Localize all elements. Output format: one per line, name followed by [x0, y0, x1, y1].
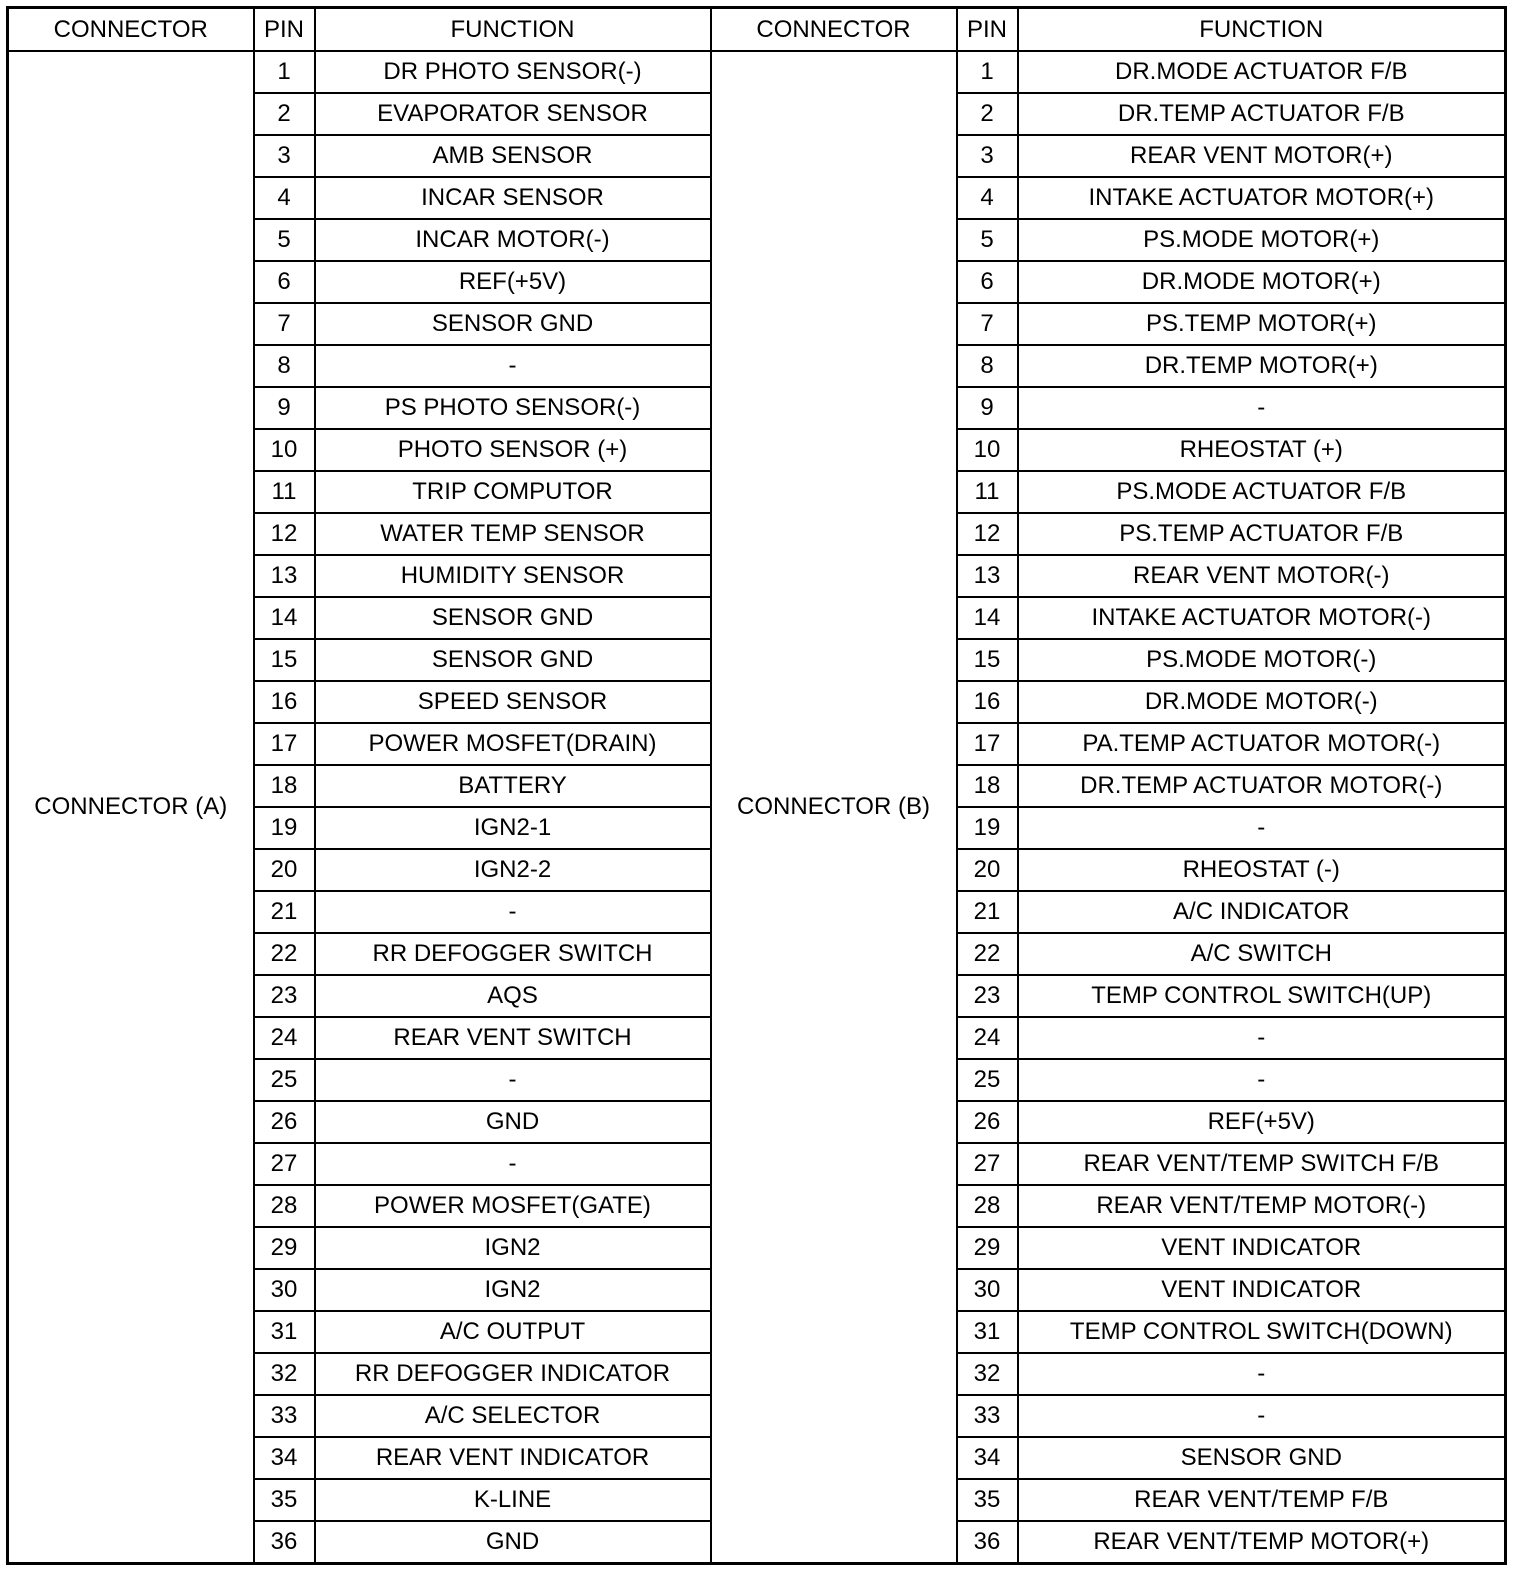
connector-a-pin-function: INCAR SENSOR [315, 177, 711, 219]
connector-a-pin-function: BATTERY [315, 765, 711, 807]
connector-a-pin-number: 17 [254, 723, 315, 765]
header-pin-b: PIN [957, 8, 1018, 52]
connector-b-pin-function: - [1018, 387, 1506, 429]
connector-a-pin-function: IGN2-2 [315, 849, 711, 891]
connector-b-pin-number: 3 [957, 135, 1018, 177]
connector-b-pin-function: DR.TEMP MOTOR(+) [1018, 345, 1506, 387]
connector-b-pin-number: 25 [957, 1059, 1018, 1101]
connector-b-pin-function: DR.MODE MOTOR(+) [1018, 261, 1506, 303]
connector-b-pin-function: INTAKE ACTUATOR MOTOR(-) [1018, 597, 1506, 639]
connector-b-pin-function: RHEOSTAT (+) [1018, 429, 1506, 471]
header-row [8, 8, 1506, 52]
connector-b-pin-function: REAR VENT/TEMP MOTOR(+) [1018, 1521, 1506, 1564]
connector-a-pin-number: 28 [254, 1185, 315, 1227]
connector-b-pin-number: 8 [957, 345, 1018, 387]
connector-b-label: CONNECTOR (B) [711, 51, 957, 1564]
connector-a-pin-function: SENSOR GND [315, 639, 711, 681]
connector-a-pin-function: HUMIDITY SENSOR [315, 555, 711, 597]
connector-b-pin-function: PS.MODE MOTOR(-) [1018, 639, 1506, 681]
connector-a-pin-number: 18 [254, 765, 315, 807]
connector-b-pin-function: - [1018, 1059, 1506, 1101]
connector-b-pin-function: REF(+5V) [1018, 1101, 1506, 1143]
connector-a-pin-function: A/C OUTPUT [315, 1311, 711, 1353]
connector-b-pin-function: INTAKE ACTUATOR MOTOR(+) [1018, 177, 1506, 219]
connector-b-pin-function: A/C SWITCH [1018, 933, 1506, 975]
header-function-a: FUNCTION [315, 8, 711, 52]
connector-a-pin-function: GND [315, 1101, 711, 1143]
pin-rows [8, 51, 1506, 1564]
connector-pinout-table [6, 6, 1507, 1565]
connector-b-pin-function: REAR VENT/TEMP SWITCH F/B [1018, 1143, 1506, 1185]
connector-b-pin-number: 24 [957, 1017, 1018, 1059]
connector-a-pin-number: 9 [254, 387, 315, 429]
connector-a-pin-function: PHOTO SENSOR (+) [315, 429, 711, 471]
connector-a-pin-function: POWER MOSFET(DRAIN) [315, 723, 711, 765]
connector-a-pin-number: 21 [254, 891, 315, 933]
connector-a-pin-number: 8 [254, 345, 315, 387]
connector-b-pin-number: 34 [957, 1437, 1018, 1479]
connector-a-pin-number: 36 [254, 1521, 315, 1564]
connector-a-pin-function: PS PHOTO SENSOR(-) [315, 387, 711, 429]
connector-b-pin-function: - [1018, 1017, 1506, 1059]
connector-b-pin-function: DR.MODE ACTUATOR F/B [1018, 51, 1506, 93]
connector-b-pin-function: - [1018, 807, 1506, 849]
connector-b-pin-number: 14 [957, 597, 1018, 639]
connector-b-pin-function: - [1018, 1395, 1506, 1437]
connector-b-pin-function: A/C INDICATOR [1018, 891, 1506, 933]
connector-b-pin-number: 10 [957, 429, 1018, 471]
connector-b-pin-number: 28 [957, 1185, 1018, 1227]
connector-a-pin-function: IGN2-1 [315, 807, 711, 849]
table-row [8, 51, 1506, 93]
connector-b-pin-number: 30 [957, 1269, 1018, 1311]
connector-a-pin-number: 15 [254, 639, 315, 681]
connector-b-pin-number: 29 [957, 1227, 1018, 1269]
connector-a-pin-function: AMB SENSOR [315, 135, 711, 177]
connector-b-pin-function: REAR VENT MOTOR(-) [1018, 555, 1506, 597]
connector-a-pin-number: 11 [254, 471, 315, 513]
connector-a-pin-number: 25 [254, 1059, 315, 1101]
connector-a-pin-number: 20 [254, 849, 315, 891]
connector-a-pin-function: REF(+5V) [315, 261, 711, 303]
connector-a-pin-function: SENSOR GND [315, 597, 711, 639]
connector-a-pin-function: A/C SELECTOR [315, 1395, 711, 1437]
connector-a-pin-number: 14 [254, 597, 315, 639]
connector-a-pin-function: SENSOR GND [315, 303, 711, 345]
connector-a-pin-number: 27 [254, 1143, 315, 1185]
connector-b-pin-number: 1 [957, 51, 1018, 93]
connector-a-pin-number: 23 [254, 975, 315, 1017]
connector-a-pin-number: 33 [254, 1395, 315, 1437]
connector-b-pin-number: 11 [957, 471, 1018, 513]
connector-b-pin-number: 22 [957, 933, 1018, 975]
connector-a-pin-number: 5 [254, 219, 315, 261]
connector-a-pin-function: IGN2 [315, 1269, 711, 1311]
connector-a-pin-function: INCAR MOTOR(-) [315, 219, 711, 261]
connector-a-pin-function: WATER TEMP SENSOR [315, 513, 711, 555]
connector-b-pin-function: PS.TEMP ACTUATOR F/B [1018, 513, 1506, 555]
connector-a-pin-function: EVAPORATOR SENSOR [315, 93, 711, 135]
connector-b-pin-number: 2 [957, 93, 1018, 135]
connector-b-pin-function: TEMP CONTROL SWITCH(UP) [1018, 975, 1506, 1017]
connector-b-pin-function: DR.TEMP ACTUATOR MOTOR(-) [1018, 765, 1506, 807]
connector-a-pin-function: DR PHOTO SENSOR(-) [315, 51, 711, 93]
connector-b-pin-number: 5 [957, 219, 1018, 261]
connector-a-pin-number: 26 [254, 1101, 315, 1143]
connector-b-pin-function: SENSOR GND [1018, 1437, 1506, 1479]
connector-a-label: CONNECTOR (A) [8, 51, 254, 1564]
connector-b-pin-number: 9 [957, 387, 1018, 429]
connector-a-pin-number: 31 [254, 1311, 315, 1353]
connector-b-pin-number: 18 [957, 765, 1018, 807]
connector-a-pin-number: 24 [254, 1017, 315, 1059]
connector-a-pin-number: 29 [254, 1227, 315, 1269]
connector-b-pin-function: TEMP CONTROL SWITCH(DOWN) [1018, 1311, 1506, 1353]
connector-a-pin-number: 19 [254, 807, 315, 849]
connector-b-pin-function: RHEOSTAT (-) [1018, 849, 1506, 891]
connector-b-pin-function: PA.TEMP ACTUATOR MOTOR(-) [1018, 723, 1506, 765]
connector-b-pin-number: 27 [957, 1143, 1018, 1185]
connector-a-pin-number: 13 [254, 555, 315, 597]
connector-a-pin-function: AQS [315, 975, 711, 1017]
connector-b-pin-number: 6 [957, 261, 1018, 303]
connector-b-pin-number: 23 [957, 975, 1018, 1017]
connector-a-pin-number: 4 [254, 177, 315, 219]
header-connector-a: CONNECTOR [8, 8, 254, 52]
connector-b-pin-function: - [1018, 1353, 1506, 1395]
connector-a-pin-function: - [315, 345, 711, 387]
connector-b-pin-number: 21 [957, 891, 1018, 933]
connector-a-pin-function: SPEED SENSOR [315, 681, 711, 723]
connector-a-pin-number: 22 [254, 933, 315, 975]
connector-b-pin-number: 16 [957, 681, 1018, 723]
connector-a-pin-number: 34 [254, 1437, 315, 1479]
connector-b-pin-number: 32 [957, 1353, 1018, 1395]
connector-b-pin-function: DR.MODE MOTOR(-) [1018, 681, 1506, 723]
connector-a-pin-number: 12 [254, 513, 315, 555]
connector-a-pin-number: 10 [254, 429, 315, 471]
connector-b-pin-function: DR.TEMP ACTUATOR F/B [1018, 93, 1506, 135]
connector-a-pin-function: REAR VENT SWITCH [315, 1017, 711, 1059]
connector-a-pin-function: RR DEFOGGER SWITCH [315, 933, 711, 975]
header-connector-b: CONNECTOR [711, 8, 957, 52]
connector-a-pin-number: 30 [254, 1269, 315, 1311]
connector-b-pin-function: REAR VENT/TEMP MOTOR(-) [1018, 1185, 1506, 1227]
connector-a-pin-function: REAR VENT INDICATOR [315, 1437, 711, 1479]
connector-a-pin-number: 32 [254, 1353, 315, 1395]
connector-a-pin-function: IGN2 [315, 1227, 711, 1269]
connector-a-pin-number: 3 [254, 135, 315, 177]
connector-a-pin-number: 16 [254, 681, 315, 723]
connector-a-pin-function: - [315, 1059, 711, 1101]
connector-b-pin-number: 4 [957, 177, 1018, 219]
connector-b-pin-function: VENT INDICATOR [1018, 1227, 1506, 1269]
connector-a-pin-number: 2 [254, 93, 315, 135]
connector-b-pin-number: 35 [957, 1479, 1018, 1521]
connector-a-pin-function: - [315, 891, 711, 933]
header-pin-a: PIN [254, 8, 315, 52]
connector-b-pin-function: PS.MODE ACTUATOR F/B [1018, 471, 1506, 513]
connector-a-pin-number: 1 [254, 51, 315, 93]
connector-a-pin-function: RR DEFOGGER INDICATOR [315, 1353, 711, 1395]
connector-b-pin-function: VENT INDICATOR [1018, 1269, 1506, 1311]
connector-b-pin-number: 19 [957, 807, 1018, 849]
connector-a-pin-function: - [315, 1143, 711, 1185]
connector-b-pin-number: 15 [957, 639, 1018, 681]
connector-b-pin-number: 31 [957, 1311, 1018, 1353]
connector-a-pin-number: 7 [254, 303, 315, 345]
connector-b-pin-number: 17 [957, 723, 1018, 765]
connector-b-pin-number: 13 [957, 555, 1018, 597]
connector-b-pin-function: REAR VENT/TEMP F/B [1018, 1479, 1506, 1521]
connector-b-pin-function: PS.TEMP MOTOR(+) [1018, 303, 1506, 345]
connector-a-pin-function: GND [315, 1521, 711, 1564]
connector-a-pin-number: 35 [254, 1479, 315, 1521]
connector-a-pin-function: TRIP COMPUTOR [315, 471, 711, 513]
connector-b-pin-function: PS.MODE MOTOR(+) [1018, 219, 1506, 261]
connector-b-pin-number: 26 [957, 1101, 1018, 1143]
connector-b-pin-number: 7 [957, 303, 1018, 345]
header-function-b: FUNCTION [1018, 8, 1506, 52]
connector-b-pin-number: 33 [957, 1395, 1018, 1437]
connector-b-pin-number: 20 [957, 849, 1018, 891]
connector-a-pin-number: 6 [254, 261, 315, 303]
connector-a-pin-function: POWER MOSFET(GATE) [315, 1185, 711, 1227]
connector-b-pin-function: REAR VENT MOTOR(+) [1018, 135, 1506, 177]
connector-b-pin-number: 36 [957, 1521, 1018, 1564]
connector-b-pin-number: 12 [957, 513, 1018, 555]
connector-a-pin-function: K-LINE [315, 1479, 711, 1521]
